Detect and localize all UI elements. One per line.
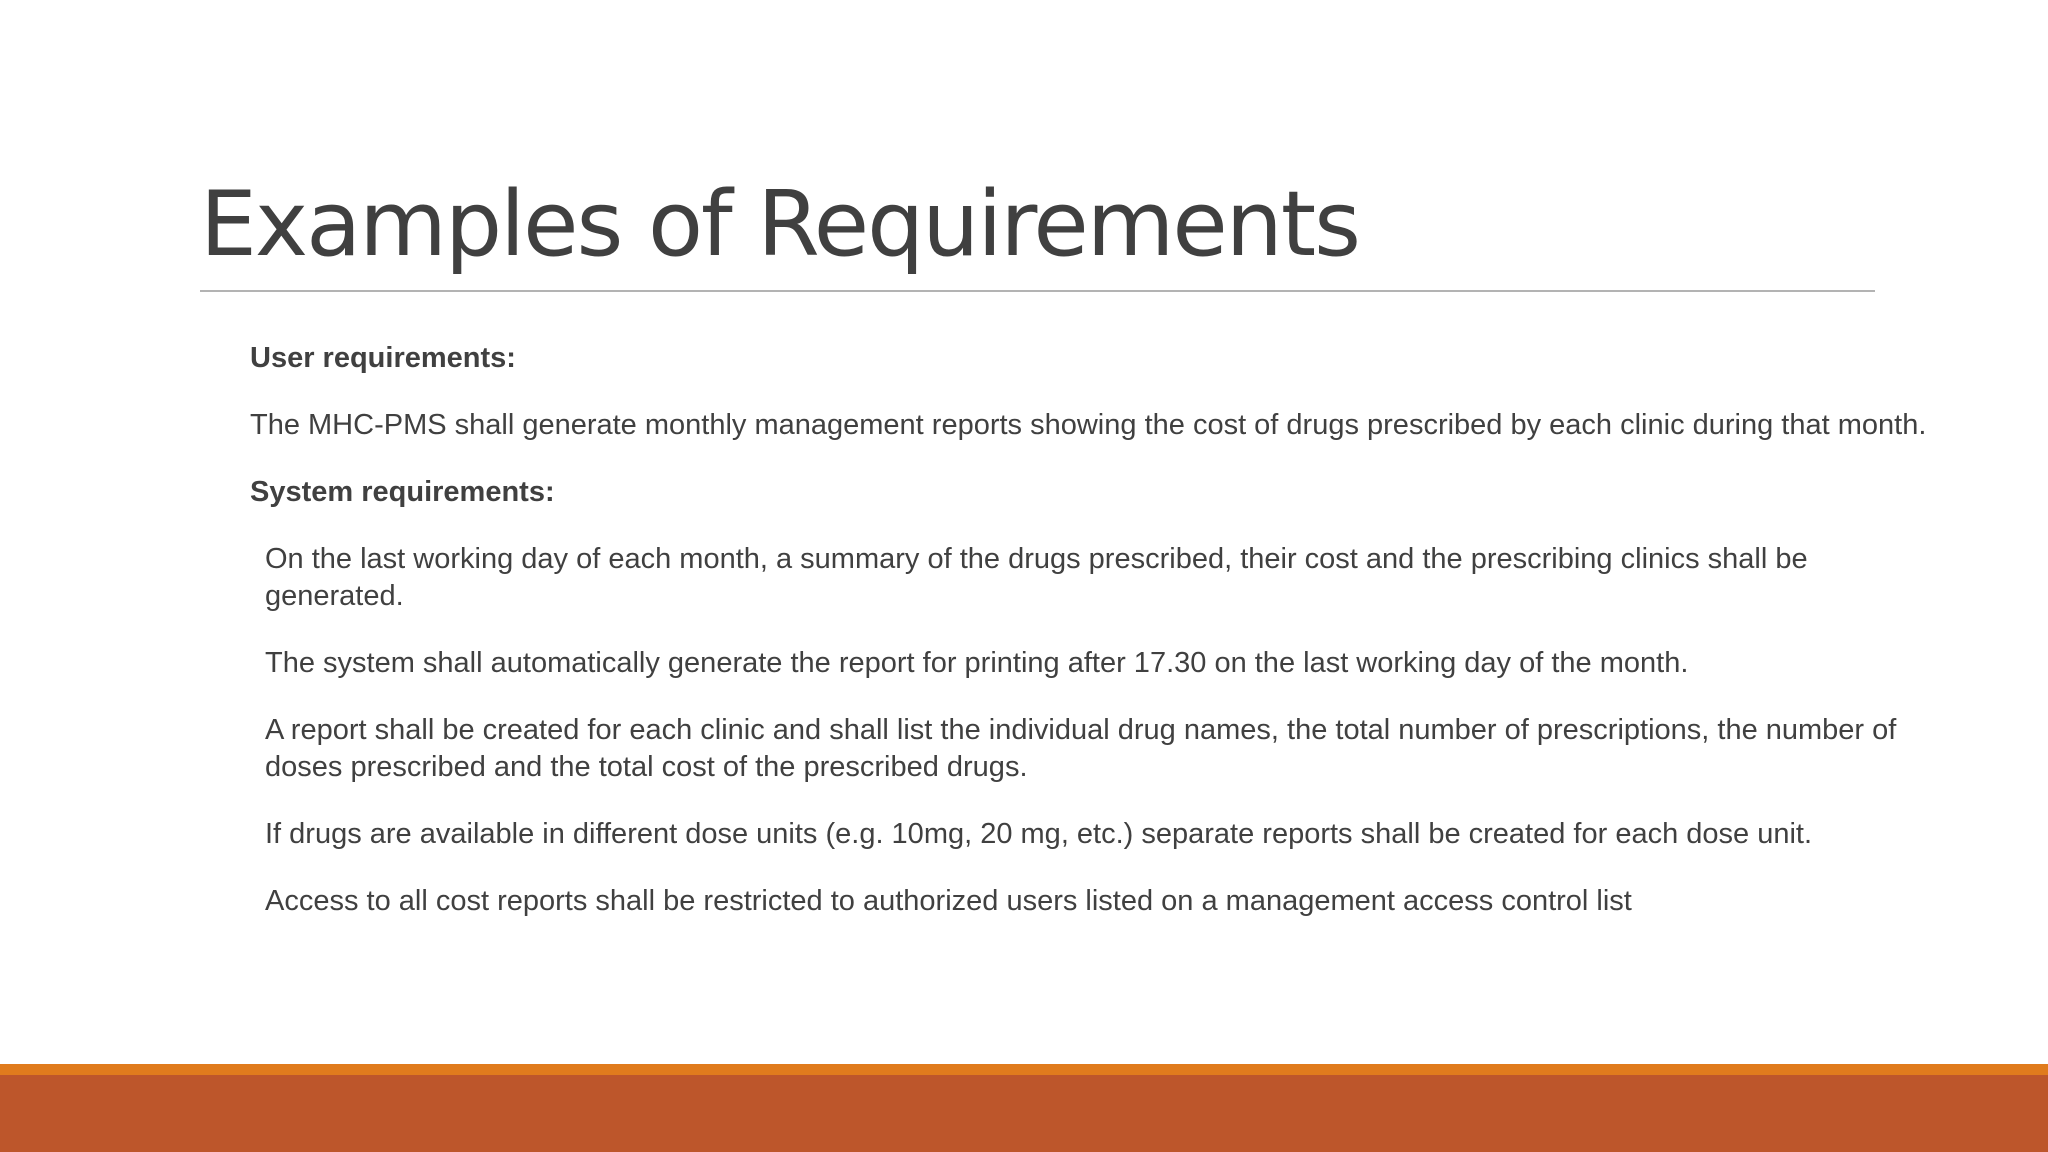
- footer-bar: [0, 1075, 2048, 1152]
- footer-accent-stripe: [0, 1064, 2048, 1075]
- slide-title: Examples of Requirements: [200, 172, 1360, 277]
- system-requirement-item: If drugs are available in different dose units (e.g. 10mg, 20 mg, etc.) separate reports shall be created for each dose unit.: [265, 818, 1813, 850]
- user-requirements-text: The MHC-PMS shall generate monthly management reports showing the cost of drugs prescribed by each clinic during that month.: [250, 409, 1927, 441]
- slide-content: [250, 340, 1930, 950]
- system-requirement-item: The system shall automatically generate the report for printing after 17.30 on the last working day of the month.: [265, 647, 1689, 679]
- user-requirements-heading: User requirements:: [250, 342, 516, 374]
- system-requirements-list: [250, 541, 1930, 920]
- system-requirement-item: A report shall be created for each clinic and shall list the individual drug names, the total number of prescriptions, the number of doses prescribed and the total cost of the prescribed drugs.: [265, 714, 1897, 783]
- system-requirement-item: Access to all cost reports shall be restricted to authorized users listed on a management access control list: [265, 885, 1632, 917]
- title-divider: [200, 290, 1875, 292]
- footer-band: [0, 1064, 2048, 1152]
- system-requirements-heading: System requirements:: [250, 476, 555, 508]
- system-requirement-item: On the last working day of each month, a summary of the drugs prescribed, their cost and the prescribing clinics shall be generated.: [265, 543, 1808, 612]
